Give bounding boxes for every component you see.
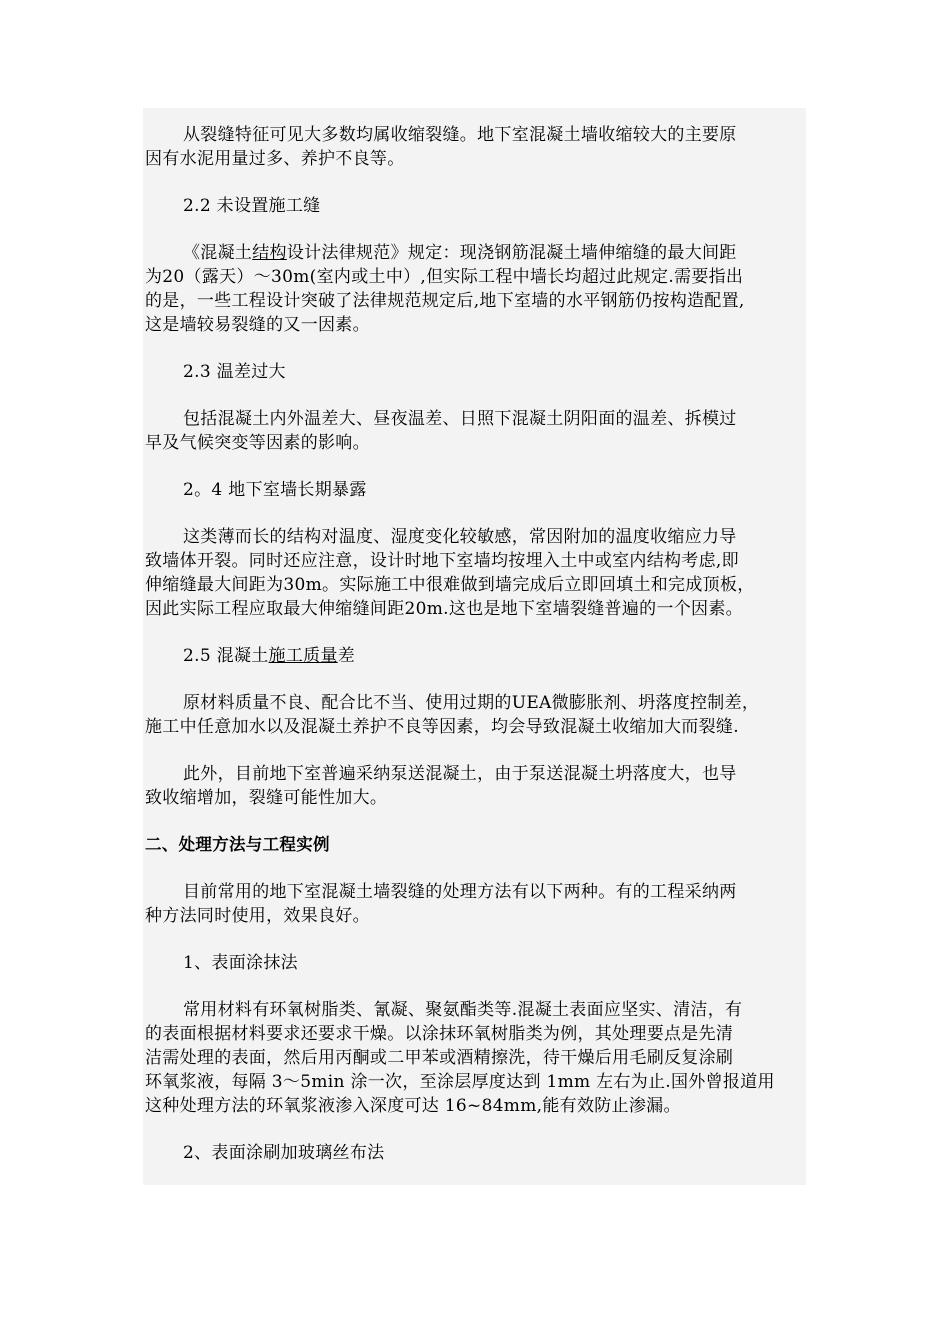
text-line: 这类薄而长的结构对温度、湿度变化较敏感，常因附加的温度收缩应力导 — [183, 527, 737, 547]
text-line: 种方法同时使用，效果良好。 — [145, 906, 370, 926]
text-line: 这种处理方法的环氧浆液渗入深度可达 16~84mm,能有效防止渗漏。 — [145, 1096, 681, 1116]
text-line: 环氧浆液，每隔 3～5min 涂一次，至涂层厚度达到 1mm 左右为止.国外曾报道用 — [145, 1072, 775, 1092]
text-fragment: 2.5 混凝土 — [183, 646, 269, 666]
text-fragment: 《混凝土 — [183, 243, 253, 263]
section-heading-2-4: 2。4 地下室墙长期暴露 — [183, 480, 367, 500]
text-line: 因有水泥用量过多、养护不良等。 — [145, 149, 405, 169]
text-line: 因此实际工程应取最大伸缩缝间距20m.这也是地下室墙裂缝普遍的一个因素。 — [145, 599, 743, 619]
text-line: 施工中任意加水以及混凝土养护不良等因素，均会导致混凝土收缩加大而裂缝. — [145, 717, 739, 737]
text-line: 这是墙较易裂缝的又一因素。 — [145, 315, 370, 335]
paragraph-surface-coating — [145, 998, 810, 1118]
text-line: 为20（露天）～30m(室内或土中）,但实际工程中墙长均超过此规定.需要指出 — [145, 267, 744, 287]
paragraph-materials — [145, 691, 810, 739]
text-line: 早及气候突变等因素的影响。 — [145, 433, 370, 453]
paragraph-temperature — [145, 407, 810, 455]
paragraph-exposure — [145, 525, 810, 621]
section-heading-2-2: 2.2 未设置施工缝 — [183, 196, 321, 216]
structure-link[interactable]: 结构 — [252, 243, 287, 263]
paragraph-methods-intro — [145, 880, 810, 928]
section-heading-2-3: 2.3 温差过大 — [183, 362, 286, 382]
paragraph-construction-joint — [145, 241, 810, 337]
text-fragment: 差 — [337, 646, 356, 666]
paragraph-shrinkage-cracks — [145, 123, 810, 171]
paragraph-pumped-concrete — [145, 762, 810, 810]
text-line: 从裂缝特征可见大多数均属收缩裂缝。地下室混凝土墙收缩较大的主要原 — [183, 125, 737, 145]
text-fragment: 设计法律规范》规定：现浇钢筋混凝土墙伸缩缝的最大间距 — [286, 243, 737, 263]
construction-quality-link[interactable]: 施工质量 — [268, 646, 338, 666]
text-line: 的表面根据材料要求还要求干燥。以涂抹环氧树脂类为例，其处理要点是先清 — [145, 1024, 734, 1044]
text-line: 此外，目前地下室普遍采纳泵送混凝土，由于泵送混凝土坍落度大，也导 — [183, 764, 737, 784]
text-line — [145, 241, 810, 265]
text-line: 目前常用的地下室混凝土墙裂缝的处理方法有以下两种。有的工程采纳两 — [183, 882, 737, 902]
section-heading-surface-coating: 1、表面涂抹法 — [183, 953, 298, 973]
section-heading-treatment: 二、处理方法与工程实例 — [145, 835, 330, 854]
text-line: 的是，一些工程设计突破了法律规范规定后,地下室墙的水平钢筋仍按构造配置, — [145, 291, 745, 311]
text-line: 原材料质量不良、配合比不当、使用过期的UEA微膨胀剂、坍落度控制差， — [183, 693, 760, 713]
document-body — [145, 123, 810, 1188]
text-line: 致收缩增加，裂缝可能性加大。 — [145, 788, 388, 808]
section-heading-glass-fiber: 2、表面涂刷加玻璃丝布法 — [183, 1143, 385, 1163]
text-line: 洁需处理的表面，然后用丙酮或二甲苯或酒精擦洗，待干燥后用毛刷反复涂刷 — [145, 1048, 734, 1068]
text-line: 致墙体开裂。同时还应注意，设计时地下室墙均按埋入土中或室内结构考虑,即 — [145, 551, 739, 571]
text-line: 常用材料有环氧树脂类、氰凝、聚氨酯类等.混凝土表面应坚实、清洁，有 — [183, 1000, 743, 1020]
text-line: 包括混凝土内外温差大、昼夜温差、日照下混凝土阴阳面的温差、拆模过 — [183, 409, 737, 429]
text-line: 伸缩缝最大间距为30m。实际施工中很难做到墙完成后立即回填土和完成顶板， — [145, 575, 755, 595]
section-heading-2-5 — [145, 644, 810, 668]
